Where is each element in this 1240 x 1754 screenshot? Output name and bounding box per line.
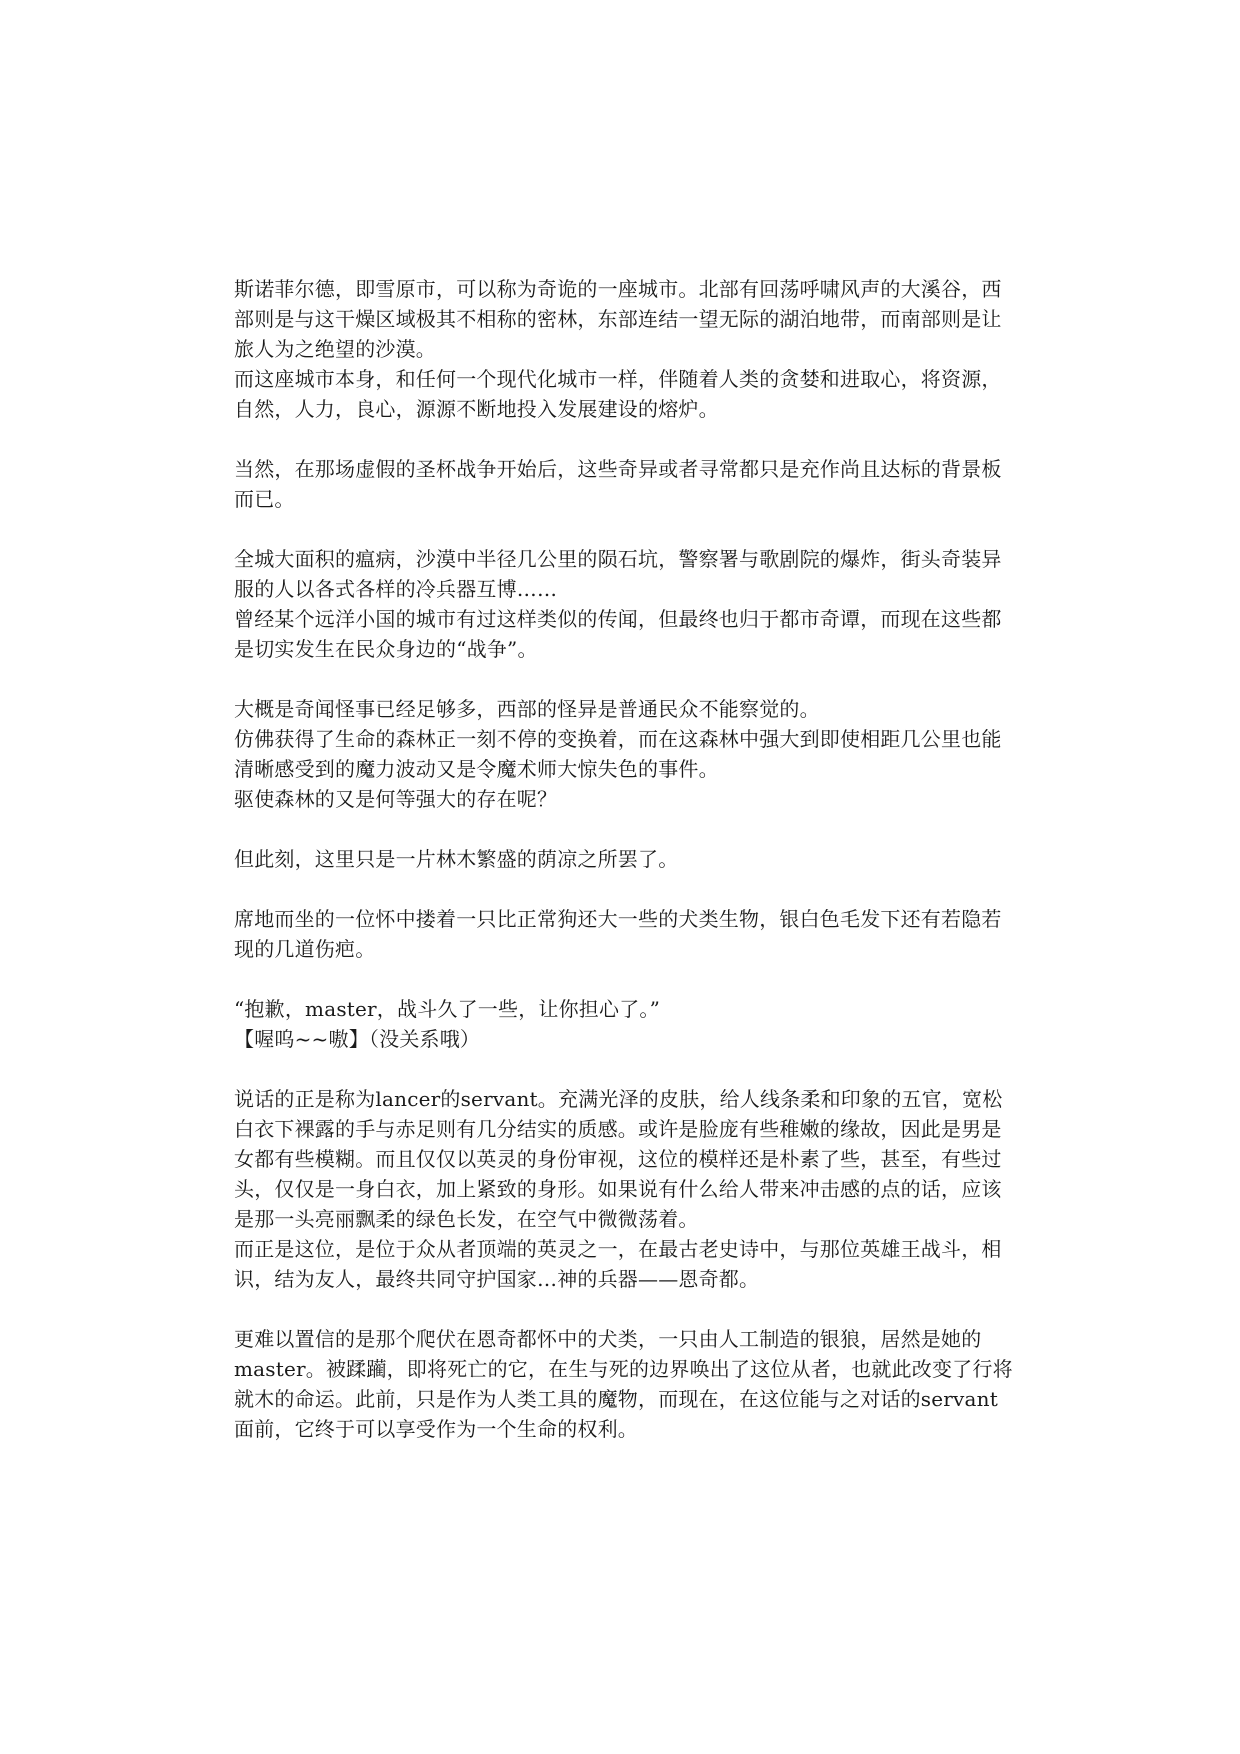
paragraph-city-intro [234,274,1014,424]
text-line: 说话的正是称为lancer的servant。充满光泽的皮肤，给人线条柔和印象的五官，宽松白衣下裸露的手与赤足则有几分结实的质感。或许是脸庞有些稚嫩的缘故，因此是男是女都有些模糊。而且仅仅以英灵的身份审视，这位的模样还是朴素了些，甚至，有些过头，仅仅是一身白衣，加上紧致的身形。如果说有什么给人带来冲击感的点的话，应该是那一头亮丽飘柔的绿色长发，在空气中微微荡着。 [234,1087,1003,1231]
text-line: 而正是这位，是位于众从者顶端的英灵之一，在最古老史诗中，与那位英雄王战斗，相识，结为友人，最终共同守护国家…神的兵器——恩奇都。 [234,1237,1002,1291]
paragraph-master [234,1324,1014,1444]
paragraph-disasters [234,544,1014,664]
text-line: 斯诺菲尔德，即雪原市，可以称为奇诡的一座城市。北部有回荡呼啸风声的大溪谷，西部则是与这干燥区域极其不相称的密林，东部连结一望无际的湖泊地带，而南部则是让旅人为之绝望的沙漠。 [234,277,1002,361]
text-line: 席地而坐的一位怀中搂着一只比正常狗还大一些的犬类生物，银白色毛发下还有若隐若现的几道伤疤。 [234,907,1002,961]
text-line: 仿佛获得了生命的森林正一刻不停的变换着，而在这森林中强大到即使相距几公里也能清晰感受到的魔力波动又是令魔术师大惊失色的事件。 [234,727,1002,781]
text-line: 驱使森林的又是何等强大的存在呢？ [234,787,558,811]
text-line: 而这座城市本身，和任何一个现代化城市一样，伴随着人类的贪婪和进取心，将资源，自然，人力，良心，源源不断地投入发展建设的熔炉。 [234,367,1002,421]
paragraph-wolf [234,904,1014,964]
dialogue-line: “抱歉，master，战斗久了一些，让你担心了。” [234,997,661,1021]
text-line: 全城大面积的瘟病，沙漠中半径几公里的陨石坑，警察署与歌剧院的爆炸，街头奇装异服的人以各式各样的冷兵器互博…… [234,547,1002,601]
paragraph-dialogue [234,994,1014,1054]
text-line: 但此刻，这里只是一片林木繁盛的荫凉之所罢了。 [234,847,679,871]
paragraph-lancer [234,1084,1014,1294]
text-line: 更难以置信的是那个爬伏在恩奇都怀中的犬类，一只由人工制造的银狼，居然是她的master。被蹂躏，即将死亡的它，在生与死的边界唤出了这位从者，也就此改变了行将就木的命运。此前，只是作为人类工具的魔物，而现在，在这位能与之对话的servant面前，它终于可以享受作为一个生命的权利。 [234,1327,1013,1441]
text-line: 曾经某个远洋小国的城市有过这样类似的传闻，但最终也归于都市奇谭，而现在这些都是切实发生在民众身边的“战争”。 [234,607,1002,661]
story-body [234,274,1014,1474]
paragraph-forest [234,694,1014,814]
paragraph-shade [234,844,1014,874]
text-line: 当然，在那场虚假的圣杯战争开始后，这些奇异或者寻常都只是充作尚且达标的背景板而已。 [234,457,1002,511]
dialogue-line: 【喔呜~~嗷】（没关系哦） [234,1027,481,1051]
paragraph-grail-war [234,454,1014,514]
text-line: 大概是奇闻怪事已经足够多，西部的怪异是普通民众不能察觉的。 [234,697,820,721]
